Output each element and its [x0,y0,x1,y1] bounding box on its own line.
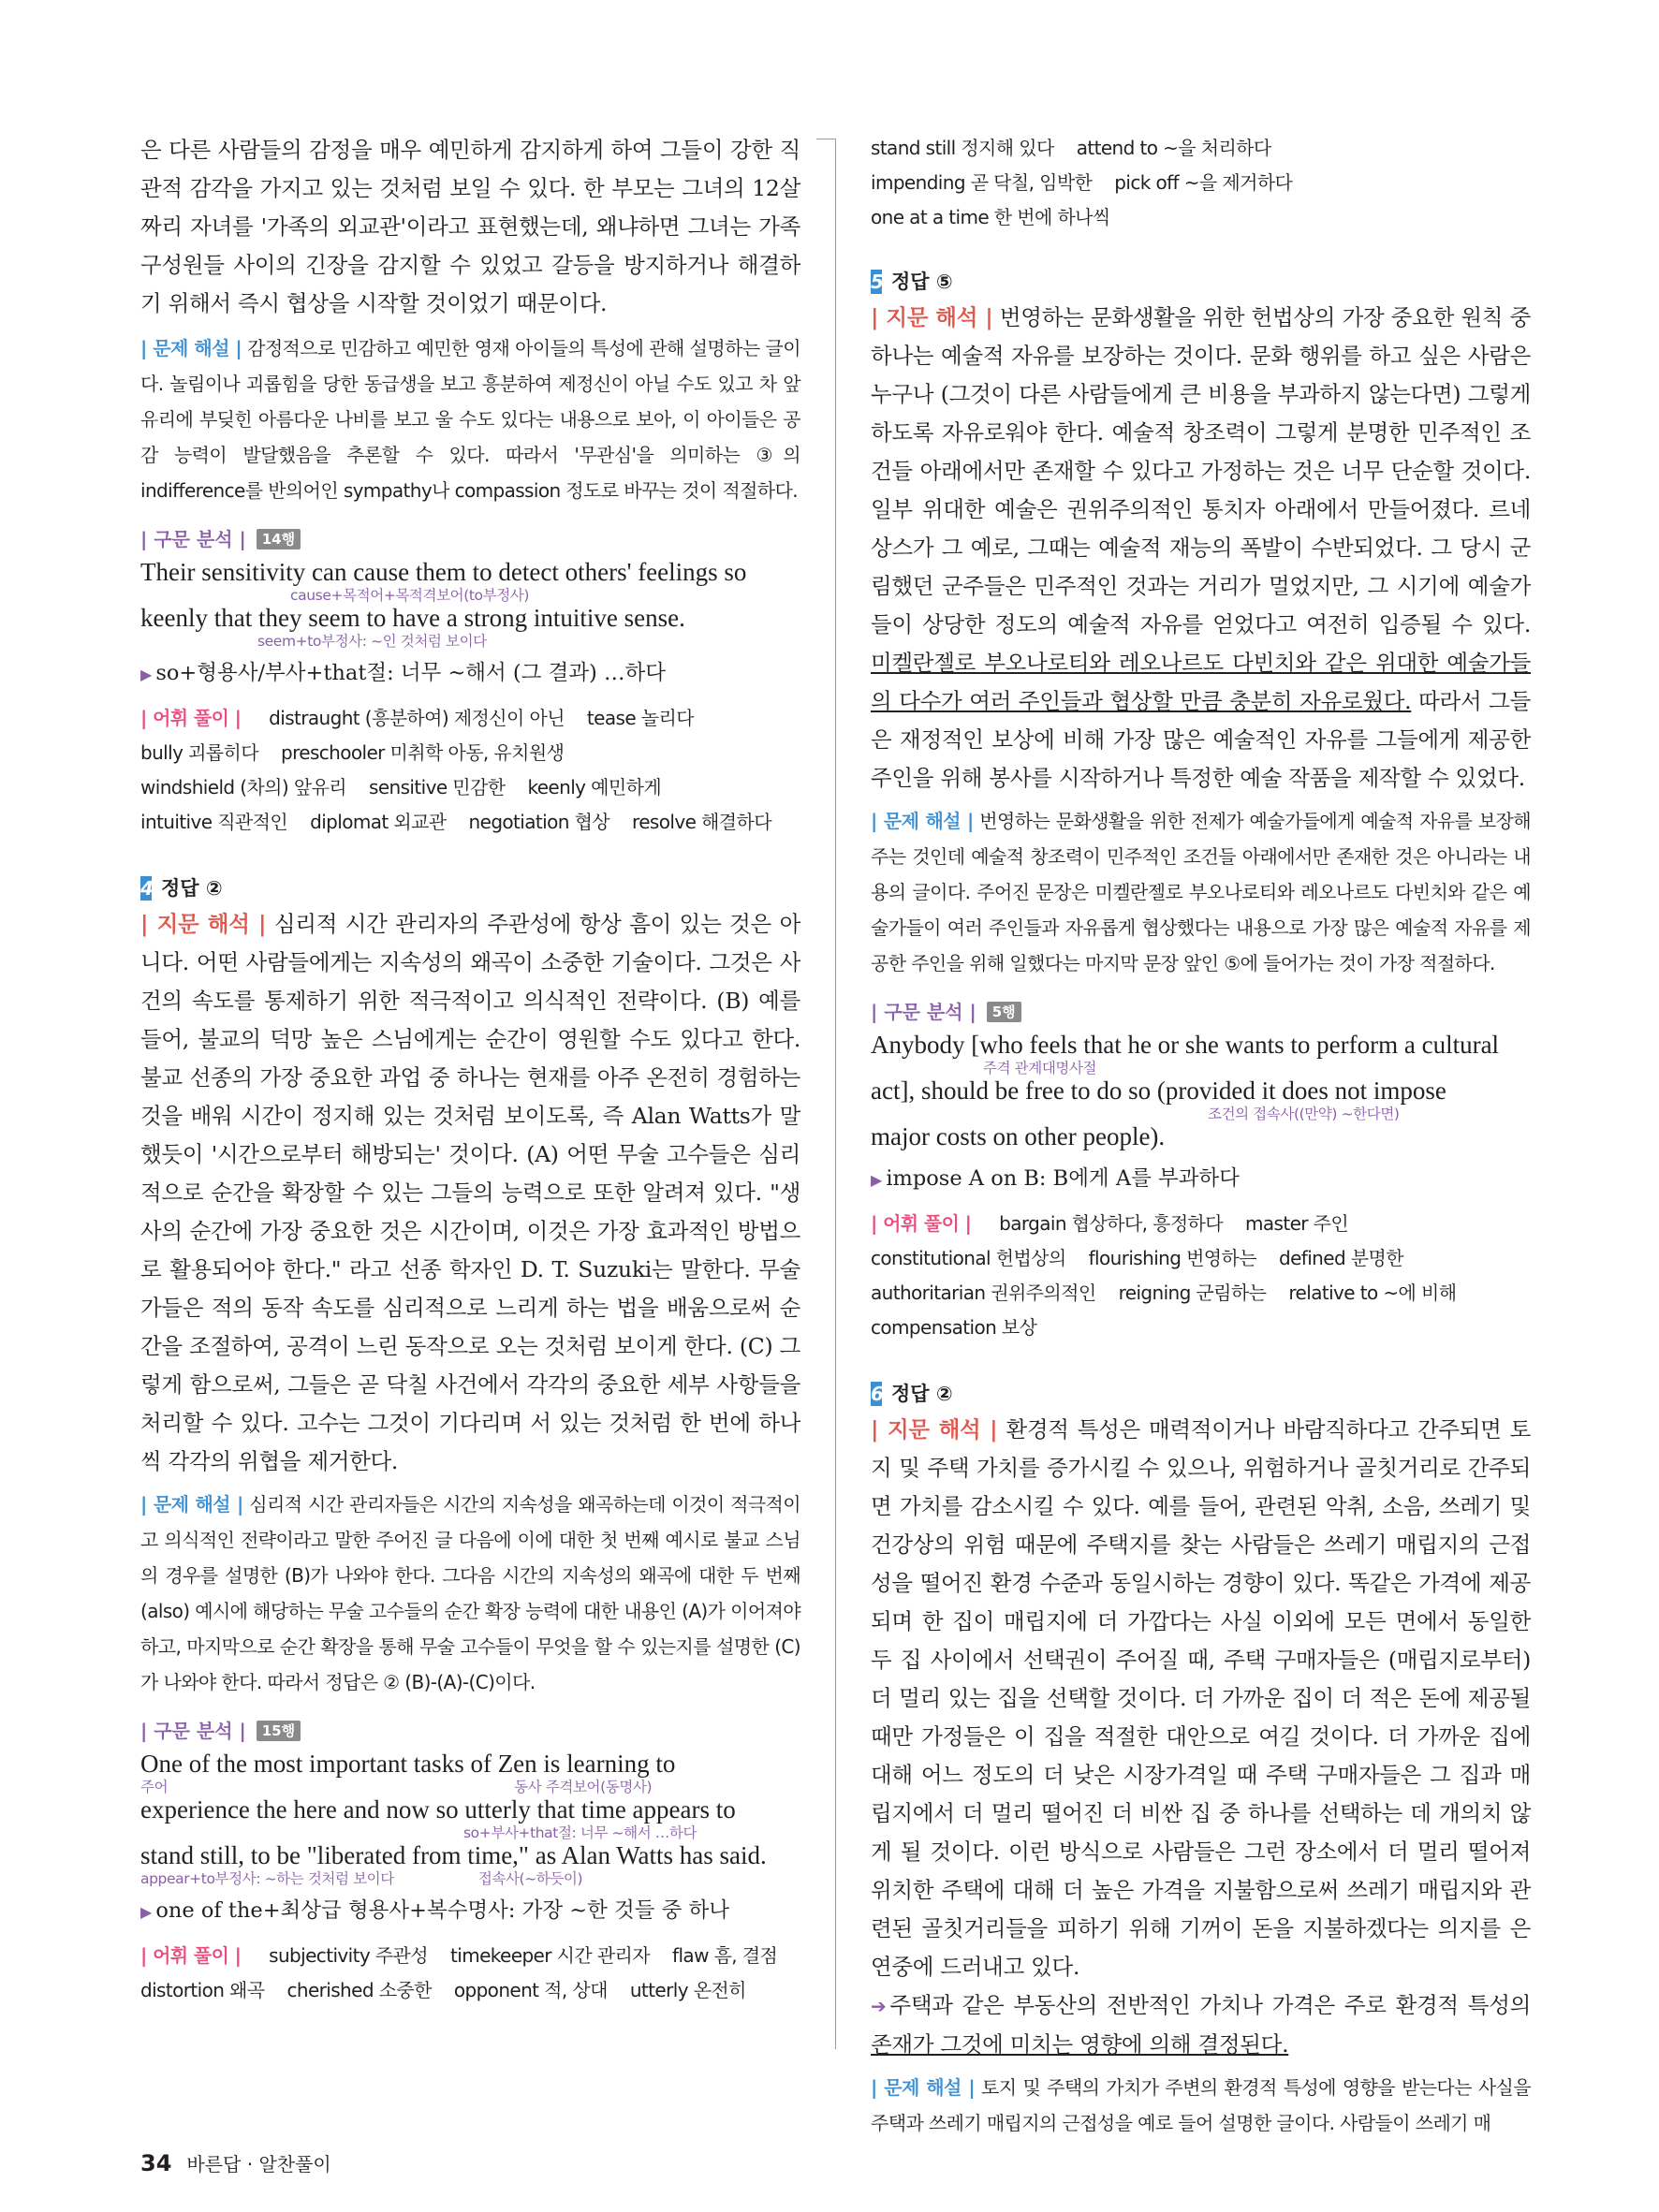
left-column [140,131,800,2008]
triangle-icon: ▶ [871,1171,883,1189]
q5-syntax-note-1: 주격 관계대명사절 [983,1060,1097,1077]
vocab-item: cherished 소중한 [286,1979,432,2001]
q4-syntax-heading [140,1715,800,1747]
q4-syntax-note-2: so+부사+that절: 너무 ~해서 …하다 [463,1824,697,1841]
q4-syntax-note-1: 주어 동사 주격보어(동명사) [140,1779,653,1795]
vocab-item: distraught (흥분하여) 제정신이 아닌 [269,707,565,729]
q6-explanation: | 문제 해설 | 토지 및 주택의 가치가 주변의 환경적 특성에 영향을 받는다는 사실을 주택과 쓰레기 매립지의 근접성을 예로 들어 설명한 글이다. 사람들이 쓰레기 매 [871,2076,1531,2134]
q5-grammar-point: ▶ impose A on B: B에게 A를 부과하다 [871,1166,1240,1191]
q3-translation-continued: 은 다른 사람들의 감정을 매우 예민하게 감지하게 하여 그들이 강한 직관적 감각을 가지고 있는 것처럼 보일 수 있다. 한 부모는 그녀의 12살짜리 자녀를 '가족의 외교관'이라고 표현했는데, 왜냐하면 그녀는 가족 구성원들 사이의 긴장을 감지할 수 있었고 갈등을 방지하거나 해결하기 위해서 즉시 협상을 시작할 것이었기 때문이다. [140,137,800,316]
q5-vocab [871,1207,1531,1345]
line-badge: 5행 [987,1002,1021,1022]
line-badge: 14행 [257,529,301,549]
q4-syntax-sentence-3: stand still, to be "liberated from time," as Alan Watts has said. [140,1841,767,1869]
vocab-item: flourishing 번영하는 [1088,1247,1256,1269]
translation-tag: | 지문 해석 | [140,911,267,937]
vocab-item: defined 분명한 [1278,1247,1403,1269]
question-number: 5 [871,271,884,293]
vocab-item: flaw 흠, 결점 [672,1944,778,1967]
q3-vocab [140,701,800,840]
vocab-item: resolve 해결하다 [632,811,771,833]
vocab-item: attend to ~을 처리하다 [1076,137,1271,159]
q5-syntax-sentence-1: Anybody [who feels that he or she wants to perform a cultural [871,1031,1500,1059]
q3-syntax-sentence-2: keenly that they seem to have a strong intuitive sense. [140,604,685,632]
q3-syntax-note-2: seem+to부정사: ~인 것처럼 보이다 [257,633,487,650]
q4-syntax-sentence-1: One of the most important tasks of Zen is learning to [140,1750,676,1778]
underlined-sentence: 미켈란젤로 부오나로티와 레오나르도 다빈치와 같은 위대한 예술가들의 다수가 여러 주인들과 협상할 만큼 충분히 자유로웠다. [871,650,1531,714]
q3-syntax-note-1: cause+목적어+목적격보어(to부정사) [290,587,529,604]
q3-grammar-point: ▶ so+형용사/부사+that절: 너무 ~해서 (그 결과) …하다 [140,661,666,685]
book-title: 바른답 · 알찬풀이 [186,2153,331,2175]
q5-syntax-note-2: 조건의 접속사((만약) ~한다면) [1208,1106,1400,1122]
vocab-item: impending 곧 닥칠, 임박한 [871,171,1093,194]
q5-syntax-heading [871,996,1531,1028]
vocab-item: diplomat 외교관 [310,811,447,833]
triangle-icon: ▶ [140,1903,153,1921]
vocab-item: pick off ~을 제거하다 [1114,171,1293,194]
vocab-tag: | 어휘 풀이 | [140,707,242,729]
vocab-item: reigning 군림하는 [1118,1282,1267,1304]
explanation-tag: | 문제 해설 | [871,2076,976,2099]
vocab-tag: | 어휘 풀이 | [871,1212,972,1235]
vocab-item: utterly 온전히 [629,1979,746,2001]
vocab-tag: | 어휘 풀이 | [140,1944,242,1967]
q3-syntax-heading [140,523,800,555]
q6-answer-heading [871,1379,1531,1407]
vocab-item: tease 놀리다 [586,707,694,729]
page-footer [140,2149,331,2176]
vocab-item: master 주인 [1245,1212,1349,1235]
vocab-item: bully 괴롭히다 [140,741,258,764]
q4-vocab [140,1939,800,2008]
explanation-tag: | 문제 해설 | [140,1493,243,1516]
q6-translation: | 지문 해석 | 환경적 특성은 매력적이거나 바람직하다고 간주되면 토지 및 주택 가치를 증가시킬 수 있으나, 위험하거나 골칫거리로 간주되면 가치를 감소시킬 수 있다. 예를 들어, 관련된 악취, 소음, 쓰레기 및 건강상의 위험 때문에 주택지를 찾는 사람들은 쓰레기 매립지의 근접성을 떨어진 환경 수준과 동일시하는 경향이 있다. 똑같은 가격에 제공되며 한 집이 매립지에 더 가깝다는 사실 이외에 모든 면에서 동일한 두 집 사이에서 선택권이 주어질 때, 주택 구매자들은 (매립지로부터) 더 멀리 있는 집을 선택할 것이다. 더 가까운 집이 더 적은 돈에 제공될 때만 가정들은 이 집을 적절한 대안으로 여길 것이다. 더 가까운 집에 대해 어느 정도의 더 낮은 시장가격일 때 주택 구매자들은 그 집과 매립지에서 더 멀리 떨어진 더 비싼 집 중 하나를 선택하는 데 개의치 않게 될 것이다. 이런 방식으로 사람들은 그런 장소에서 더 멀리 떨어져 위치한 주택에 대해 더 높은 가격을 지불함으로써 쓰레기 매립지와 관련된 골칫거리들을 피하기 위해 기꺼이 돈을 지불하겠다는 의지를 은연중에 드러내고 있다. [871,1416,1532,1980]
syntax-tag: | 구문 분석 | [140,1720,246,1742]
answer-label: 정답 ② [161,877,223,900]
q5-answer-heading [871,267,1531,295]
syntax-tag: | 구문 분석 | [140,528,246,550]
q5-syntax-sentence-2: act], should be free to do so (provided it does not impose [871,1077,1446,1105]
vocab-item: constitutional 헌법상의 [871,1247,1066,1269]
answer-label: 정답 ⑤ [891,271,953,293]
vocab-item: compensation 보상 [871,1316,1037,1339]
q4-vocab-continued [871,131,1531,235]
vocab-item: intuitive 직관적인 [140,811,288,833]
question-number: 6 [871,1383,884,1405]
question-number: 4 [140,877,154,900]
explanation-text: 감정적으로 민감하고 예민한 영재 아이들의 특성에 관해 설명하는 글이다. 놀림이나 괴롭힘을 당한 동급생을 보고 흥분하여 제정신이 아닐 수도 있고 차 앞유리에 부딪힌 아름다운 나비를 보고 울 수도 있다는 내용으로 보아, 이 아이들은 공감 능력이 발달했음을 추론할 수 있다. 따라서 '무관심'을 의미하는 ③의 indifference를 반의어인 sympathy나 compassion 정도로 바꾸는 것이 적절하다. [140,337,800,502]
line-badge: 15행 [257,1721,301,1741]
syntax-tag: | 구문 분석 | [871,1001,976,1023]
q6-summary: ➔ 주택과 같은 부동산의 전반적인 가치나 가격은 주로 환경적 특성의 존재가 그것에 미치는 영향에 의해 결정된다. [871,1992,1531,2058]
vocab-item: one at a time 한 번에 하나씩 [871,206,1110,228]
triangle-icon: ▶ [140,666,153,683]
q4-translation: | 지문 해석 | 심리적 시간 관리자의 주관성에 항상 흠이 있는 것은 아니다. 어떤 사람들에게는 지속성의 왜곡이 소중한 기술이다. 그것은 사건의 속도를 통제하기 위한 적극적이고 의식적인 전략이다. (B) 예를 들어, 불교의 덕망 높은 스님에게는 순간이 영원할 수도 있다고 한다. 불교 선종의 가장 중요한 과업 중 하나는 현재를 아주 온전히 경험하는 것을 배워 시간이 정지해 있는 것처럼 보이도록, 즉 Alan Watts가 말했듯이 '시간으로부터 해방되는' 것이다. (A) 어떤 무술 고수들은 심리적으로 순간을 확장할 수 있는 그들의 능력으로 또한 알려져 있다. "생사의 순간에 가장 중요한 것은 시간이며, 이것은 가장 효과적인 방법으로 활용되어야 한다." 라고 선종 학자인 D. T. Suzuki는 말한다. 무술가들은 적의 동작 속도를 심리적으로 느리게 하는 법을 배움으로써 순간을 조절하여, 공격이 느린 동작으로 오는 것처럼 보이게 한다. (C) 그렇게 함으로써, 그들은 곧 닥칠 사건에서 각각의 중요한 세부 사항들을 처리할 수 있다. 고수는 그것이 기다리며 서 있는 것처럼 한 번에 하나씩 각각의 위협을 제거한다. [140,911,800,1474]
vocab-item: distortion 왜곡 [140,1979,265,2001]
answer-label: 정답 ② [891,1383,953,1405]
vocab-item: keenly 예민하게 [527,776,662,798]
q5-syntax-sentence-3: major costs on other people). [871,1122,1166,1150]
q4-syntax-sentence-2: experience the here and now so utterly that time appears to [140,1795,736,1824]
q5-explanation: | 문제 해설 | 번영하는 문화생활을 위한 전제가 예술가들에게 예술적 자유를 보장해 주는 것인데 예술적 창조력이 민주적인 조건들 아래에서만 존재한 것은 아니라는 내용의 글이다. 주어진 문장은 미켈란젤로 부오나로티와 레오나르도 다빈치와 같은 예술가들이 여러 주인들과 자유롭게 협상했다는 내용으로 가장 많은 예술적 자유를 제공한 주인을 위해 일했다는 마지막 문장 앞인 ⑤에 들어가는 것이 가장 적절하다. [871,810,1531,974]
q4-explanation: | 문제 해설 | 심리적 시간 관리자들은 시간의 지속성을 왜곡하는데 이것이 적극적이고 의식적인 전략이라고 말한 주어진 글 다음에 이에 대한 첫 번째 예시로 불교 스님의 경우를 설명한 (B)가 나와야 한다. 그다음 시간의 지속성의 왜곡에 대한 두 번째(also) 예시에 해당하는 무술 고수들의 순간 확장 능력에 대한 내용인 (A)가 이어져야 하고, 마지막으로 순간 확장을 통해 무술 고수들이 무엇을 할 수 있는지를 설명한 (C)가 나와야 한다. 따라서 정답은 ② (B)-(A)-(C)이다. [140,1493,800,1693]
q4-answer-heading [140,873,800,901]
q5-translation: | 지문 해석 | 번영하는 문화생활을 위한 헌법상의 가장 중요한 원칙 중 하나는 예술적 자유를 보장하는 것이다. 문화 행위를 하고 싶은 사람은 누구나 (그것이 다른 사람들에게 큰 비용을 부과하지 않는다면) 그렇게 하도록 자유로워야 한다. 예술적 창조력이 그렇게 분명한 민주적인 조건들 아래에서만 존재할 수 있다고 가정하는 것은 너무 단순할 것이다. 일부 위대한 예술은 권위주의적인 통치자 아래에서 만들어졌다. 르네상스가 그 예로, 그때는 예술적 재능의 폭발이 수반되었다. 그 당시 군림했던 군주들은 민주적인 것과는 거리가 멀었지만, 그 시기에 예술가들이 상당한 정도의 예술적 자유를 얻었다고 여전히 입증될 수 있다. 미켈란젤로 부오나로티와 레오나르도 다빈치와 같은 위대한 예술가들의 다수가 여러 주인들과 협상할 만큼 충분히 자유로웠다. 따라서 그들은 재정적인 보상에 비해 가장 많은 예술적인 자유를 그들에게 제공한 주인을 위해 봉사를 시작하거나 특정한 예술 작품을 제작할 수 있었다. [871,304,1532,791]
vocab-item: sensitive 민감한 [369,776,506,798]
vocab-item: relative to ~에 비해 [1288,1282,1457,1304]
vocab-item: bargain 협상하다, 흥정하다 [999,1212,1223,1235]
q4-grammar-point: ▶ one of the+최상급 형용사+복수명사: 가장 ~한 것들 중 하나 [140,1898,729,1923]
translation-tag: | 지문 해석 | [871,304,993,330]
vocab-item: opponent 적, 상대 [453,1979,608,2001]
translation-tag: | 지문 해석 | [871,1416,998,1443]
vocab-item: windshield (차의) 앞유리 [140,776,347,798]
vocab-item: stand still 정지해 있다 [871,137,1054,159]
right-column [871,131,1531,2141]
column-divider-line [816,139,836,2049]
arrow-icon: ➔ [871,1995,887,2017]
vocab-item: subjectivity 주관성 [269,1944,428,1967]
page-number: 34 [140,2150,172,2176]
q3-syntax-sentence-1: Their sensitivity can cause them to detect others' feelings so [140,558,747,586]
q4-syntax-note-3: appear+to부정사: ~하는 것처럼 보이다 접속사(~하듯이) [140,1870,583,1887]
explanation-tag: | 문제 해설 | [140,337,242,359]
vocab-item: timekeeper 시간 관리자 [450,1944,651,1967]
vocab-item: negotiation 협상 [468,811,610,833]
vocab-item: authoritarian 권위주의적인 [871,1282,1096,1304]
explanation-tag: | 문제 해설 | [871,810,974,832]
q3-explanation [140,330,800,508]
vocab-item: preschooler 미취학 아동, 유치원생 [280,741,565,764]
